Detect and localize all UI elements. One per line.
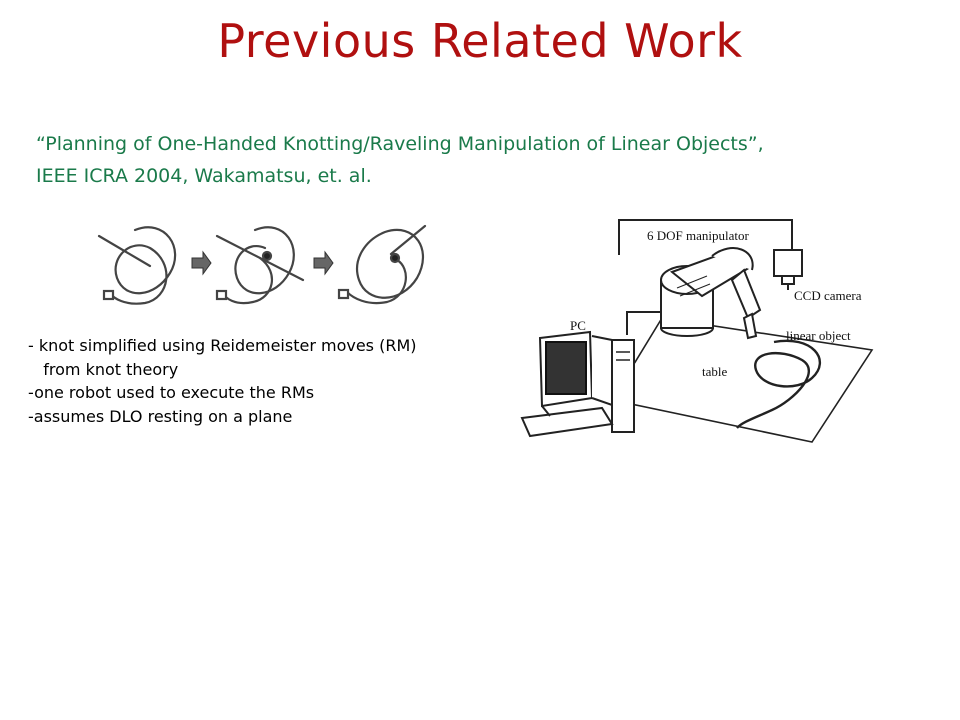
arrow-2 [314, 252, 333, 274]
label-pc: PC [570, 318, 586, 333]
label-linear-object: linear object [786, 328, 851, 343]
linear-object [737, 341, 820, 428]
citation-line-1: “Planning of One-Handed Knotting/Raveling Manipulation of Linear Objects”, [36, 133, 764, 155]
label-table: table [702, 364, 728, 379]
label-camera: CCD camera [794, 288, 862, 303]
knot-sequence-figure [95, 218, 440, 313]
pc-computer [522, 332, 634, 436]
ccd-camera [774, 250, 802, 290]
bullet-item: from knot theory [28, 359, 179, 379]
robot-manipulator [661, 248, 760, 338]
knot-diagram-2 [217, 227, 303, 303]
setup-figure [512, 210, 892, 445]
citation-line-2: IEEE ICRA 2004, Wakamatsu, et. al. [36, 165, 372, 187]
bullet-item: - knot simplified using Reidemeister moves (RM) [28, 336, 417, 355]
label-manipulator: 6 DOF manipulator [647, 228, 749, 243]
citation [36, 128, 764, 192]
bullet-list [28, 334, 417, 428]
knot-diagram-1 [99, 227, 175, 303]
bullet-item: -one robot used to execute the RMs [28, 383, 315, 402]
knot-diagram-3 [339, 226, 425, 303]
slide-title: Previous Related Work [217, 14, 743, 68]
bullet-item: -assumes DLO resting on a plane [28, 406, 293, 426]
arrow-1 [192, 252, 211, 274]
